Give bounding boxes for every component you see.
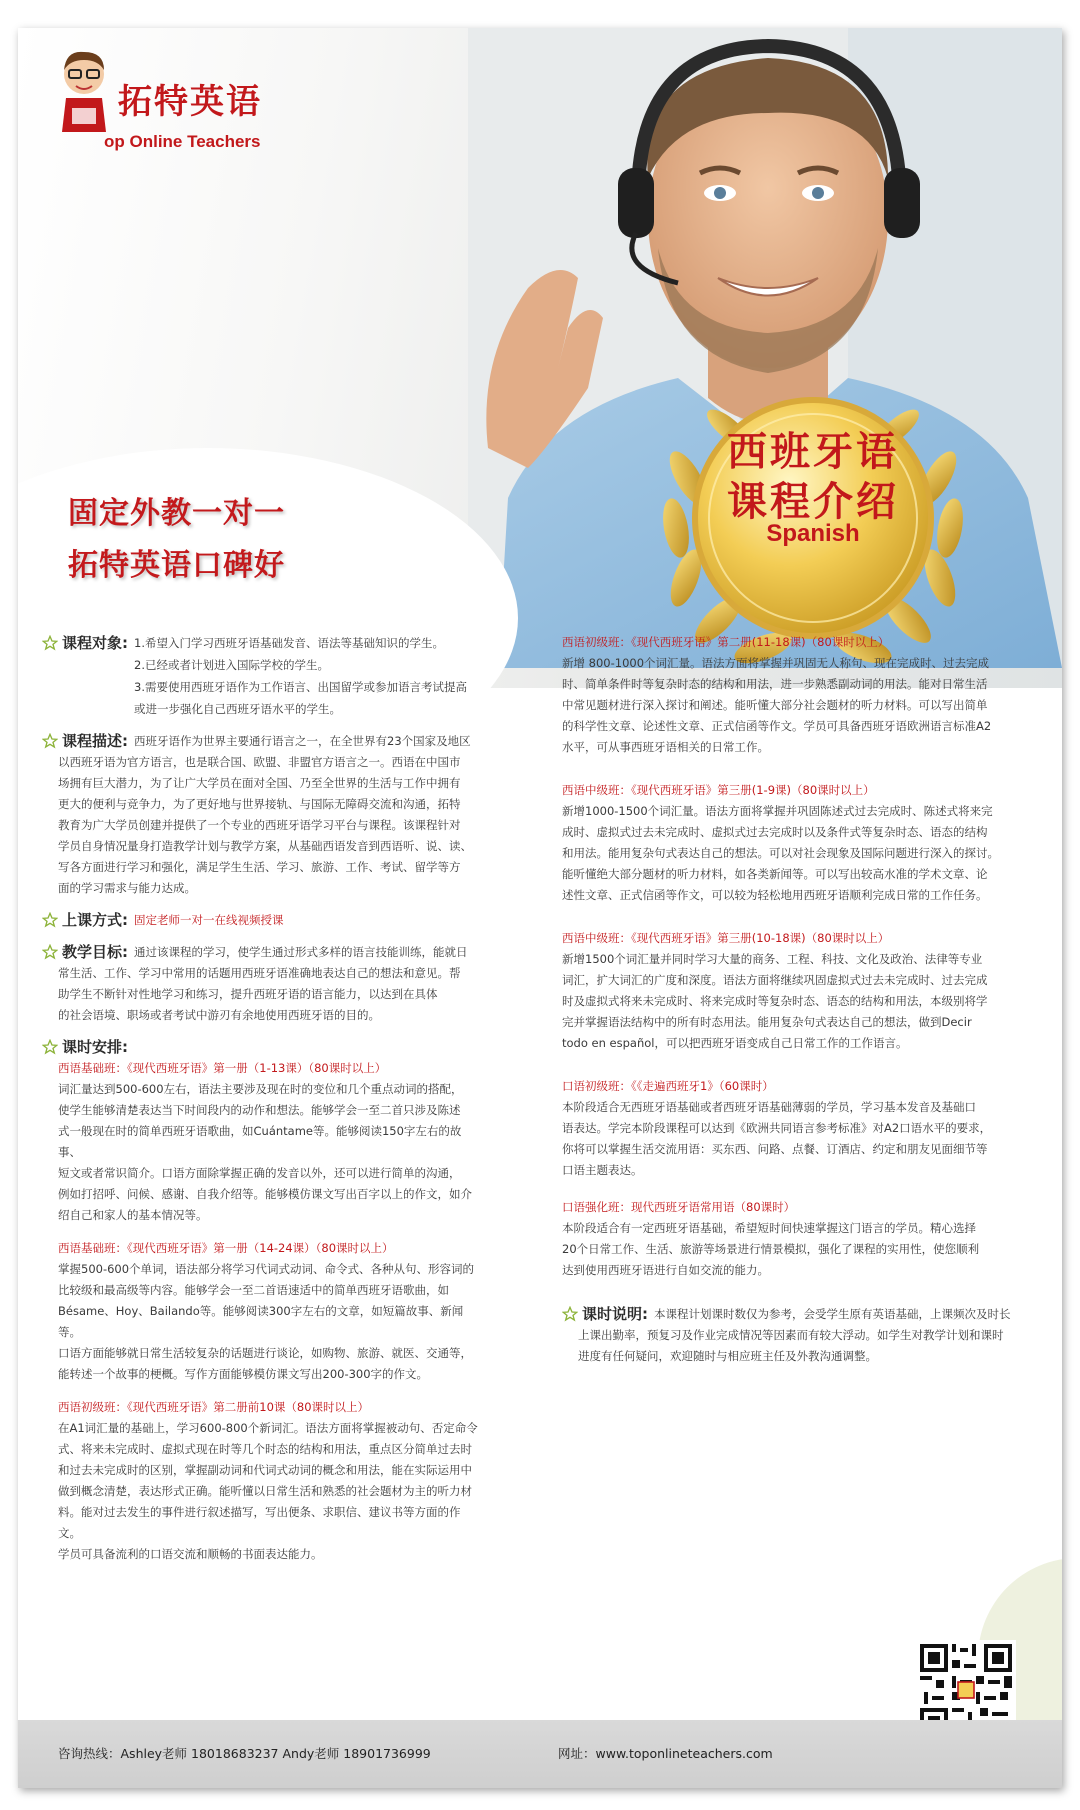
course-line: 口语主题表达。	[562, 1163, 643, 1177]
section-title: 课时安排:	[62, 1038, 128, 1056]
star-icon	[42, 733, 58, 749]
course-line: 短文或者常识简介。口语方面除掌握正确的发音以外，还可以进行简单的沟通，	[58, 1166, 461, 1180]
course-block	[562, 1197, 1032, 1281]
course-line: 能听懂绝大部分题材的听力材料，如各类新闻等。可以写出较高水准的学术文章、论	[562, 867, 988, 881]
description-line: 写各方面进行学习和强化，满足学生生活、学习、旅游、工作、考试、留学等方	[58, 860, 461, 874]
section-title: 课程描述:	[62, 732, 128, 750]
course-line: 新增 800-1000个词汇量。语法方面将掌握并巩固无人称句、现在完成时、过去完成	[562, 656, 990, 670]
course-title: 西语基础班：《现代西班牙语》第一册（1-13课）（80课时以上）	[58, 1061, 387, 1075]
course-line: 能转述一个故事的梗概。写作方面能够模仿课文写出200-300字的作文。	[58, 1367, 429, 1381]
description-line: 面的学习需求与能力达成。	[58, 881, 196, 895]
section-method	[42, 909, 482, 931]
logo-title: 拓特英语	[118, 82, 262, 122]
course-line: 学员可具备流利的口语交流和顺畅的书面表达能力。	[58, 1547, 323, 1561]
course-line: 语表达。学完本阶段课程可以达到《欧洲共同语言参考标准》对A2口语水平的要求，	[562, 1121, 992, 1135]
course-title: 西语初级班：《现代西班牙语》第二册前10课（80课时以上）	[58, 1400, 370, 1414]
course-block	[58, 1238, 482, 1385]
course-line: 式一般现在时的简单西班牙语歌曲，如Cuántame等。能够阅读150字左右的故事、	[58, 1124, 462, 1159]
goal-line: 常生活、工作、学习中常用的话题用西班牙语准确地表达自己的想法和意见。帮	[58, 966, 461, 980]
course-line: 述性文章、正式信函等作文，可以较为轻松地用西班牙语顺利完成日常的工作任务。	[562, 888, 988, 902]
course-line: 做到概念清楚，表达形式正确。能听懂以日常生活和熟悉的社会题材为主的听力材	[58, 1484, 472, 1498]
course-line: 和过去未完成时的区别，掌握副动词和代词式动词的概念和用法，能在实际运用中	[58, 1463, 472, 1477]
section-description	[42, 730, 482, 899]
course-line: 完并掌握语法结构中的所有时态用法。能用复杂句式表达自己的想法，做到Decir	[562, 1015, 972, 1029]
course-line: 时及虚拟式将来未完成时、将来完成时等复杂时态、语态的结构和用法，本级别将学	[562, 994, 988, 1008]
logo-subtitle: op Online Teachers	[104, 132, 261, 151]
badge-title-2: 课程介绍	[727, 478, 899, 525]
course-line: 本阶段适合无西班牙语基础或者西班牙语基础薄弱的学员，学习基本发音及基础口	[562, 1100, 976, 1114]
course-line: 20个日常工作、生活、旅游等场景进行情景模拟，强化了课程的实用性，使您顺利	[562, 1242, 980, 1256]
course-block	[58, 1058, 482, 1226]
section-note	[562, 1303, 1032, 1367]
course-line: 绍自己和家人的基本情况等。	[58, 1208, 208, 1222]
course-line: 新增1500个词汇量并同时学习大量的商务、工程、科技、文化及政治、法律等专业	[562, 952, 983, 966]
target-item: 1.希望入门学习西班牙语基础发音、语法等基础知识的学生。	[134, 636, 444, 650]
contact-hotline: 咨询热线：Ashley老师 18018683237 Andy老师 18901736999	[58, 1746, 431, 1761]
description-line: 西班牙语作为世界主要通行语言之一，在全世界有23个国家及地区	[134, 734, 471, 748]
right-column	[562, 632, 1032, 1377]
note-line: 本课程计划课时数仅为参考，会受学生原有英语基础，上课频次及时长	[654, 1307, 1011, 1321]
poster-page	[18, 28, 1062, 1788]
course-line: 的科学性文章、论述性文章、正式信函等作文。学员可具备西班牙语欧洲语言标准A2	[562, 719, 992, 733]
course-line: 和用法。能用复杂句式表达自己的想法。可以对社会现象及国际问题进行深入的探讨。	[562, 846, 999, 860]
course-line: 水平，可从事西班牙语相关的日常工作。	[562, 740, 769, 754]
course-line: 你将可以掌握生活交流用语：买东西、问路、点餐、订酒店、约定和朋友见面细节等	[562, 1142, 988, 1156]
target-item: 3.需要使用西班牙语作为工作语言、出国留学或参加语言考试提高	[134, 680, 467, 694]
section-title: 课程对象:	[62, 634, 128, 652]
footer-bar	[18, 1720, 1062, 1788]
course-line: 料。能对过去发生的事件进行叙述描写，写出便条、求职信、建议书等方面的作文。	[58, 1505, 461, 1540]
star-icon	[42, 912, 58, 928]
description-line: 以西班牙语为官方语言，也是联合国、欧盟、非盟官方语言之一。西语在中国市	[58, 755, 461, 769]
section-title: 教学目标:	[62, 943, 128, 961]
hero-banner	[18, 28, 1062, 688]
mascot-logo-icon	[54, 46, 114, 146]
course-title: 西语初级班：《现代西班牙语》第二册(11-18课)（80课时以上）	[562, 635, 890, 649]
course-line: 词汇，扩大词汇的广度和深度。语法方面将继续巩固虚拟式过去未完成时、过去完成	[562, 973, 988, 987]
left-column	[42, 632, 482, 1577]
course-line: Bésame、Hoy、Bailando等。能够阅读300字左右的文章，如短篇故事、新闻等。	[58, 1304, 464, 1339]
website-link[interactable]: 网址：www.toponlineteachers.com	[558, 1746, 773, 1761]
course-title: 西语中级班：《现代西班牙语》第三册(1-9课)（80课时以上）	[562, 783, 875, 797]
goal-line: 通过该课程的学习，使学生通过形式多样的语言技能训练，能就日	[134, 945, 468, 959]
section-schedule	[42, 1036, 482, 1565]
course-line: 在A1词汇量的基础上，学习600-800个新词汇。语法方面将掌握被动句、否定命令	[58, 1421, 478, 1435]
section-title: 上课方式:	[62, 911, 128, 929]
course-line: 本阶段适合有一定西班牙语基础，希望短时间快速掌握这门语言的学员。精心选择	[562, 1221, 976, 1235]
course-line: 掌握500-600个单词，语法部分将学习代词式动词、命令式、各种从句、形容词的	[58, 1262, 475, 1276]
brand-logo	[46, 46, 306, 156]
goal-line: 的社会语境、职场或者考试中游刃有余地使用西班牙语的目的。	[58, 1008, 380, 1022]
course-block	[562, 928, 1032, 1054]
course-title: 口语强化班：现代西班牙语常用语（80课时）	[562, 1200, 796, 1214]
course-line: 词汇量达到500-600左右，语法主要涉及现在时的变位和几个重点动词的搭配，	[58, 1082, 463, 1096]
star-icon	[562, 1306, 578, 1322]
slogan-line-1: 固定外教一对一	[68, 496, 285, 531]
star-icon	[42, 635, 58, 651]
course-title: 西语中级班：《现代西班牙语》第三册(10-18课)（80课时以上）	[562, 931, 890, 945]
section-goal	[42, 941, 482, 1026]
course-block	[562, 1076, 1032, 1181]
star-icon	[42, 944, 58, 960]
course-line: 例如打招呼、问候、感谢、自我介绍等。能够模仿课文写出百字以上的作文，如介	[58, 1187, 472, 1201]
description-line: 更大的便利与竞争力，为了更好地与世界接轨、与国际无障碍交流和沟通，拓特	[58, 797, 461, 811]
description-line: 教育为广大学员创建并提供了一个专业的西班牙语学习平台与课程。该课程针对	[58, 818, 461, 832]
description-line: 学员自身情况量身打造教学计划与教学方案，从基础西语发音到西语听、说、读、	[58, 839, 472, 853]
course-line: 中常见题材进行深入探讨和阐述。能听懂大部分社会题材的听力材料。可以写出简单	[562, 698, 988, 712]
section-title: 课时说明:	[582, 1305, 648, 1323]
badge-title-1: 西班牙语	[727, 428, 899, 475]
star-icon	[42, 1039, 58, 1055]
course-block	[562, 632, 1032, 758]
target-item: 或进一步强化自己西班牙语水平的学生。	[134, 702, 341, 716]
goal-line: 助学生不断针对性地学习和练习，提升西班牙语的语言能力，以达到在具体	[58, 987, 438, 1001]
course-block	[562, 780, 1032, 906]
course-line: 式、将来未完成时、虚拟式现在时等几个时态的结构和用法，重点区分简单过去时	[58, 1442, 472, 1456]
course-line: 时、简单条件时等复杂时态的结构和用法，进一步熟悉副动词的用法。能对日常生活	[562, 677, 988, 691]
course-line: 使学生能够清楚表达当下时间段内的动作和想法。能够学会一至二首只涉及陈述	[58, 1103, 461, 1117]
course-title: 西语基础班：《现代西班牙语》第一册（14-24课）（80课时以上）	[58, 1241, 394, 1255]
section-target	[42, 632, 482, 720]
description-line: 场拥有巨大潜力，为了让广大学员在面对全国、乃至全世界的生活与工作中拥有	[58, 776, 461, 790]
course-line: 口语方面能够就日常生活较复杂的话题进行谈论，如购物、旅游、就医、交通等，	[58, 1346, 472, 1360]
course-line: 成时、虚拟式过去未完成时、虚拟式过去完成时以及条件式等复杂时态、语态的结构	[562, 825, 988, 839]
note-line: 上课出勤率，预复习及作业完成情况等因素而有较大浮动。如学生对教学计划和课时	[578, 1328, 1004, 1342]
note-line: 进度有任何疑问，欢迎随时与相应班主任及外教沟通调整。	[578, 1349, 877, 1363]
course-line: todo en español，可以把西班牙语变成自己日常工作的工作语言。	[562, 1036, 908, 1050]
target-item: 2.已经或者计划进入国际学校的学生。	[134, 658, 329, 672]
course-block	[58, 1397, 482, 1565]
course-line: 新增1000-1500个词汇量。语法方面将掌握并巩固陈述式过去完成时、陈述式将来完	[562, 804, 993, 818]
badge-subtitle: Spanish	[766, 520, 860, 547]
course-line: 比较级和最高级等内容。能够学会一至二首语速适中的简单西班牙语歌曲，如	[58, 1283, 449, 1297]
method-text: 固定老师一对一在线视频授课	[134, 913, 284, 927]
course-line: 达到使用西班牙语进行自如交流的能力。	[562, 1263, 769, 1277]
course-title: 口语初级班：《《走遍西班牙1》（60课时）	[562, 1079, 774, 1093]
slogan-line-2: 拓特英语口碑好	[68, 548, 285, 583]
